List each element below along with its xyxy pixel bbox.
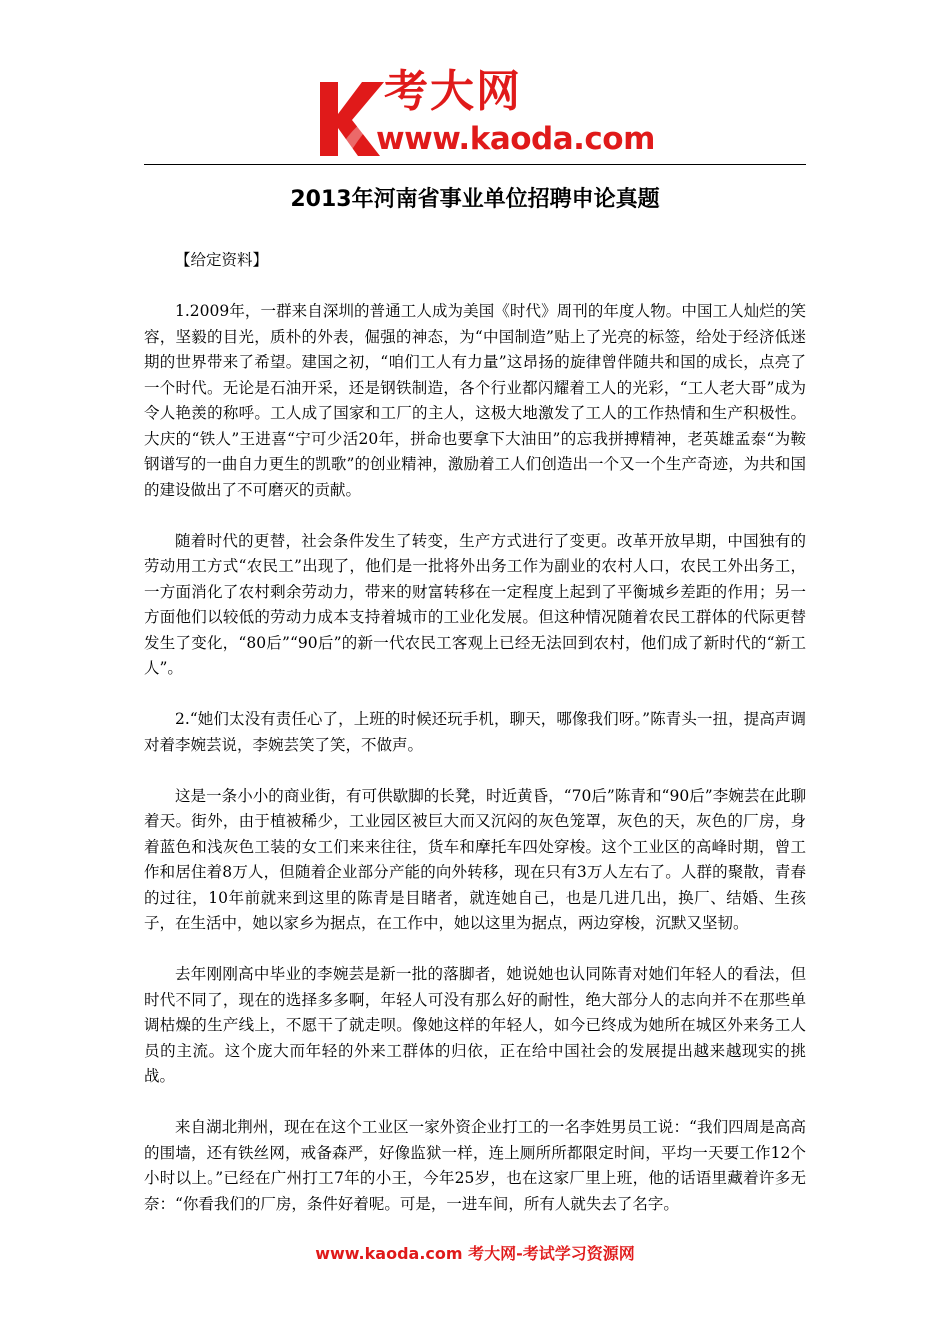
paragraph: 2.“她们太没有责任心了，上班的时候还玩手机，聊天，哪像我们呀。”陈青头一扭，提高声调对着李婉芸说，李婉芸笑了笑，不做声。 [144, 710, 806, 754]
paragraph: 1.2009年，一群来自深圳的普通工人成为美国《时代》周刊的年度人物。中国工人灿烂的笑容，坚毅的目光，质朴的外表，倔强的神态，为“中国制造”贴上了光亮的标签，给处于经济低迷期的世界带来了希望。建国之初，“咱们工人有力量”这昂扬的旋律曾伴随共和国的成长，点亮了一个时代。无论是石油开采，还是钢铁制造，各个行业都闪耀着工人的光彩，“工人老大哥”成为令人艳羡的称呼。工人成了国家和工厂的主人，这极大地激发了工人的工作热情和生产积极性。大庆的“铁人”王进喜“宁可少活20年，拼命也要拿下大油田”的忘我拼搏精神，老英雄孟泰“为鞍钢谱写的一曲自力更生的凯歌”的创业精神，激励着工人们创造出一个又一个生产奇迹，为共和国的建设做出了不可磨灭的贡献。 [144, 302, 806, 499]
header-divider [144, 164, 806, 165]
footer-link[interactable]: www.kaoda.com 考大网-考试学习资源网 [315, 1244, 635, 1263]
paragraph: 随着时代的更替，社会条件发生了转变，生产方式进行了变更。改革开放早期，中国独有的劳动用工方式“农民工”出现了，他们是一批将外出务工作为副业的农村人口，农民工外出务工，一方面消化了农村剩余劳动力，带来的财富转移在一定程度上起到了平衡城乡差距的作用；另一方面他们以较低的劳动力成本支持着城市的工业化发展。但这种情况随着农民工群体的代际更替发生了变化，“80后”“90后”的新一代农民工客观上已经无法回到农村，他们成了新时代的“新工人”。 [144, 531, 806, 677]
paragraph: 去年刚刚高中毕业的李婉芸是新一批的落脚者，她说她也认同陈青对她们年轻人的看法，但时代不同了，现在的选择多多啊，年轻人可没有那么好的耐性，绝大部分人的志向并不在那些单调枯燥的生产线上，不愿干了就走呗。像她这样的年轻人，如今已终成为她所在城区外来务工人员的主流。这个庞大而年轻的外来工群体的归依，正在给中国社会的发展提出越来越现实的挑战。 [144, 965, 806, 1085]
document-title: 2013年河南省事业单位招聘申论真题 [290, 187, 660, 212]
kaoda-logo[interactable] [318, 66, 655, 162]
paragraph: 来自湖北荆州，现在在这个工业区一家外资企业打工的一名李姓男员工说：“我们四周是高高的围墙，还有铁丝网，戒备森严，好像监狱一样，连上厕所所都限定时间，平均一天要工作12个小时以上。”已经在广州打工7年的小王，今年25岁，也在这家厂里上班，他的话语里藏着许多无奈：“你看我们的厂房，条件好着呢。可是，一进车间，所有人就失去了名字。 [144, 1118, 806, 1213]
document-body [144, 248, 806, 1243]
section-label: 【给定资料】 [175, 251, 269, 269]
logo-chinese-name: 考大网 [384, 66, 522, 117]
paragraph: 这是一条小小的商业街，有可供歇脚的长凳，时近黄昏，“70后”陈青和“90后”李婉芸在此聊着天。街外，由于植被稀少，工业园区被巨大而又沉闷的灰色笼罩，灰色的天，灰色的厂房，身着蓝色和浅灰色工装的女工们来来往往，货车和摩托车四处穿梭。这个工业区的高峰时期，曾工作和居住着8万人，但随着企业部分产能的向外转移，现在只有3万人左右了。人群的聚散，青春的过往，10年前就来到这里的陈青是目睹者，就连她自己，也是几进几出，换厂、结婚、生孩子，在生活中，她以家乡为据点，在工作中，她以这里为据点，两边穿梭，沉默又坚韧。 [144, 786, 806, 932]
logo-url: www.kaoda.com [376, 121, 655, 157]
